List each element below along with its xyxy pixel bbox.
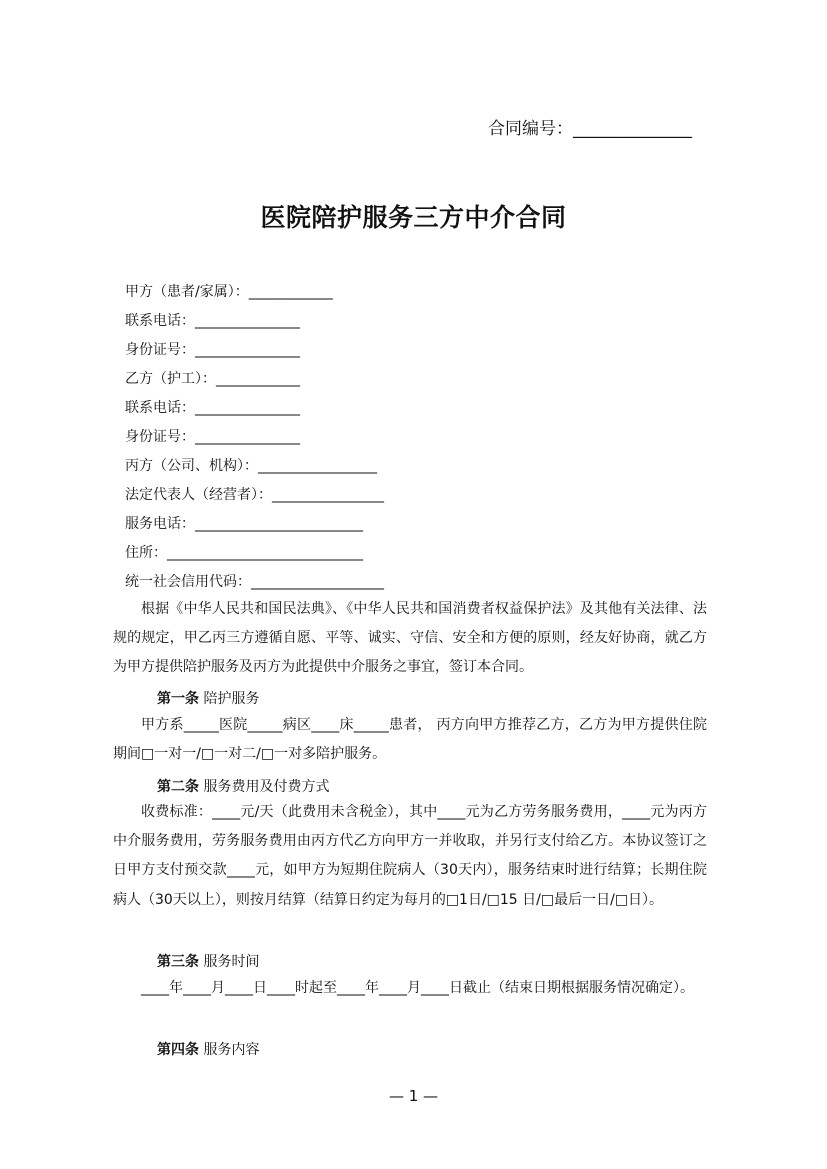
article-1-heading — [157, 688, 259, 708]
page-number: — 1 — — [388, 1087, 439, 1105]
contract-number: 合同编号：______________ — [488, 119, 692, 139]
article-2-title: 服务费用及付费方式 — [203, 779, 330, 795]
article-1-body: 甲方系_____医院_____病区____床_____患者， 丙方向甲方推荐乙方，乙方为甲方提供住院期间□一对一/□一对二/□一对多陪护服务。 — [113, 717, 707, 763]
article-4-title: 服务内容 — [203, 1042, 260, 1058]
article-2-body: 收费标准：____元/天（此费用未含税金），其中____元为乙方劳务服务费用，____元为丙方中介服务费用，劳务服务费用由丙方代乙方向甲方一并收取，并另行支付给乙方。本协议签订之日甲方支付预交款____元，如甲方为短期住院病人（30天内），服务结束时进行结算；长期住院病人（30天以上），则按月结算（结算日约定为每月的□1日/□15 日/□最后一日/□日）。 — [113, 804, 707, 908]
article-4-number: 第四条 — [157, 1042, 199, 1058]
party-c-representative: 法定代表人（经营者）：________________ — [125, 487, 384, 503]
article-2-number: 第二条 — [157, 779, 199, 795]
party-party-b: 乙方（护工）：____________ — [125, 371, 300, 387]
party-c-service-phone: 服务电话：________________________ — [125, 516, 363, 532]
article-3-heading — [157, 951, 259, 971]
article-3-body: ____年____月____日____时起至____年____月____日截止（结束日期根据服务情况确定）。 — [141, 980, 694, 996]
party-party-c: 丙方（公司、机构）：_________________ — [125, 458, 377, 474]
article-3-title: 服务时间 — [203, 954, 260, 970]
party-b-phone: 联系电话：_______________ — [125, 400, 300, 416]
party-b-id: 身份证号：_______________ — [125, 429, 300, 445]
article-2-heading — [157, 776, 329, 796]
preamble-paragraph: 根据《中华人民共和国民法典》、《中华人民共和国消费者权益保护法》及其他有关法律、法规的规定，甲乙丙三方遵循自愿、平等、诚实、守信、安全和方便的原则，经友好协商，就乙方为甲方提供陪护服务及丙方为此提供中介服务之事宜，签订本合同。 — [113, 601, 707, 676]
party-party-a: 甲方（患者/家属）：____________ — [125, 284, 333, 300]
party-c-credit-code: 统一社会信用代码：___________________ — [125, 574, 384, 590]
article-4-heading — [157, 1039, 259, 1059]
article-1-number: 第一条 — [157, 691, 199, 707]
document-title: 医院陪护服务三方中介合同 — [260, 203, 567, 232]
article-1-title: 陪护服务 — [203, 691, 260, 707]
party-c-address: 住所：____________________________ — [125, 545, 363, 561]
party-a-phone: 联系电话：_______________ — [125, 313, 300, 329]
party-a-id: 身份证号：_______________ — [125, 342, 300, 358]
article-3-number: 第三条 — [157, 954, 199, 970]
